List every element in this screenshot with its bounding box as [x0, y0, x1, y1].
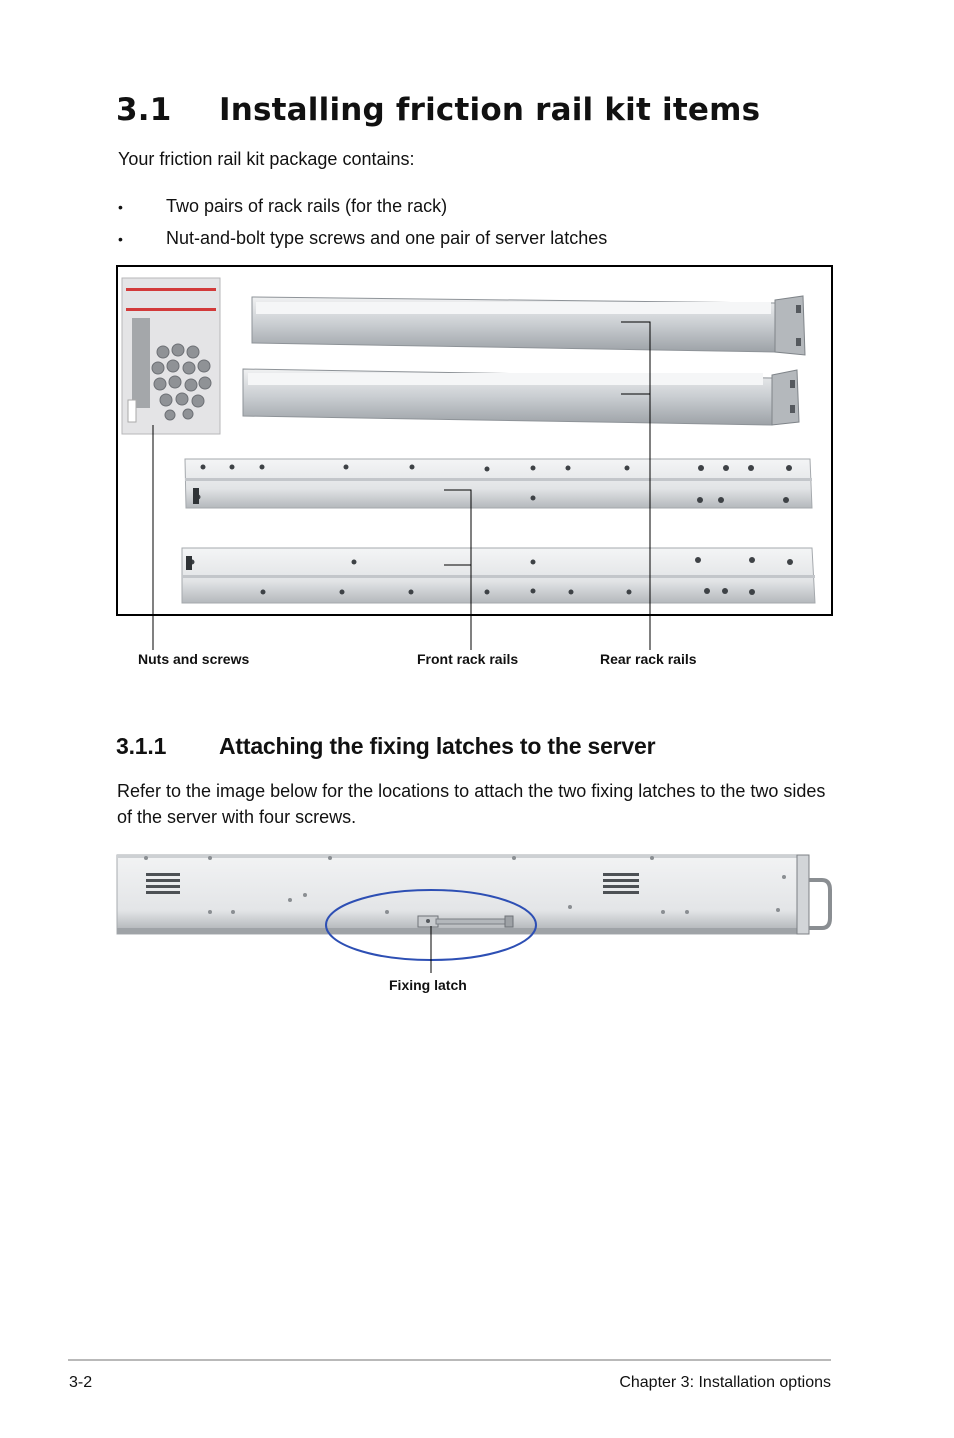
- intro-paragraph: Your friction rail kit package contains:: [118, 149, 415, 169]
- front-rack-rail-image: [185, 459, 812, 508]
- page-number: 3-2: [69, 1374, 93, 1391]
- section-number: 3.1: [116, 92, 172, 128]
- subsection-heading: [116, 733, 655, 760]
- front-rack-rail-image: [182, 548, 815, 603]
- subsection-title: Attaching the fixing latches to the server: [219, 733, 656, 759]
- callout-rear-rack-rails: Rear rack rails: [600, 651, 697, 667]
- subsection-paragraph: Refer to the image below for the locations to attach the two fixing latches to the two sides of the server with four screws.: [117, 781, 826, 827]
- callout-nuts-and-screws: Nuts and screws: [138, 651, 250, 667]
- callout-front-rack-rails: Front rack rails: [417, 651, 519, 667]
- server-side-figure: [0, 840, 954, 1010]
- footer-divider: [68, 1359, 831, 1361]
- rear-rack-rail-image: [243, 369, 799, 425]
- list-item-text: Nut-and-bolt type screws and one pair of server latches: [166, 228, 608, 248]
- chapter-label: Chapter 3: Installation options: [619, 1374, 831, 1391]
- section-title: Installing friction rail kit items: [219, 92, 761, 128]
- callout-fixing-latch: Fixing latch: [389, 977, 467, 993]
- list-item-text: Two pairs of rack rails (for the rack): [166, 196, 448, 216]
- subsection-number: 3.1.1: [116, 733, 167, 759]
- bullet-glyph: •: [118, 199, 123, 215]
- rail-kit-figure: [0, 0, 954, 700]
- bullet-glyph: •: [118, 231, 123, 247]
- screw-bag-image: [122, 278, 220, 434]
